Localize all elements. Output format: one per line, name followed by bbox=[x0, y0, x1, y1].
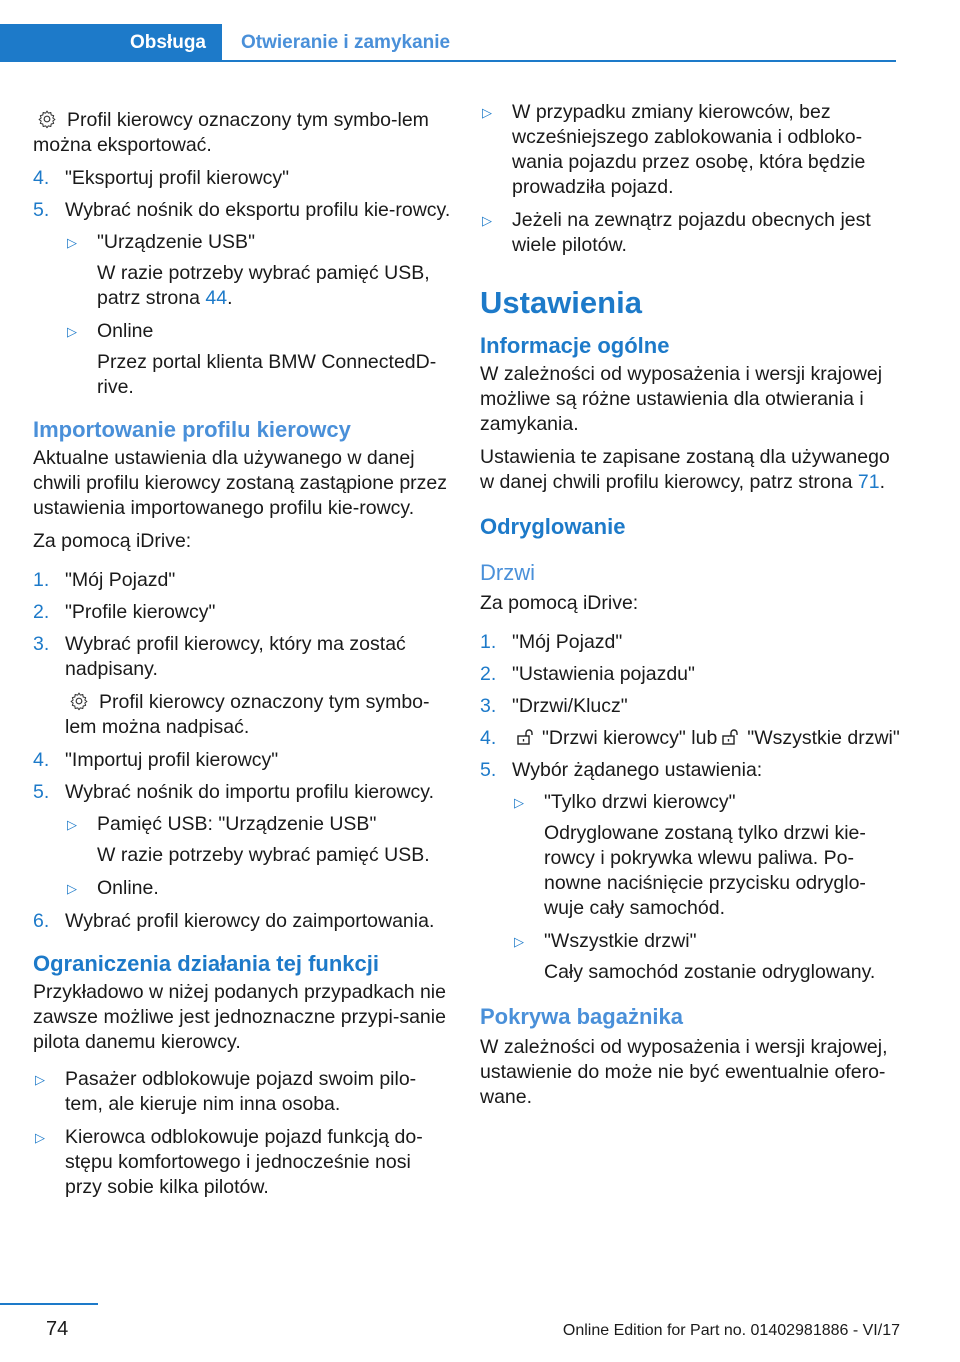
triangle-bullet-icon: ▷ bbox=[35, 1072, 45, 1087]
option-text-body: W razie potrzeby wybrać pamięć USB, patrz strona bbox=[97, 262, 430, 309]
step-text: Wybrać nośnik do importu profilu kierowcy. bbox=[65, 781, 435, 803]
step-number: 4. bbox=[33, 167, 50, 189]
list-item bbox=[480, 208, 900, 258]
unlocked-padlock-icon bbox=[721, 728, 741, 746]
idrive-label: Za pomocą iDrive: bbox=[480, 592, 639, 614]
unlock-heading: Odryglowanie bbox=[480, 514, 626, 539]
note-import-text: Profil kierowcy oznaczony tym symbo-lem można nadpisać. bbox=[65, 691, 430, 738]
chapter-title[interactable]: Otwieranie i zamykanie bbox=[241, 32, 451, 53]
limits-list bbox=[33, 1067, 453, 1200]
step-text: "Importuj profil kierowcy" bbox=[65, 749, 279, 771]
header-rule bbox=[222, 60, 896, 62]
step-number: 4. bbox=[33, 749, 50, 771]
triangle-bullet-icon: ▷ bbox=[482, 105, 492, 120]
edition-text: Online Edition for Part no. 01402981886 - VI/17 bbox=[562, 1322, 900, 1339]
triangle-bullet-icon: ▷ bbox=[514, 795, 524, 810]
option-text: Cały samochód zostanie odryglowany. bbox=[544, 961, 876, 983]
list-item bbox=[33, 600, 453, 625]
step-text bbox=[512, 726, 900, 751]
step-text: Wybór żądanego ustawienia: bbox=[512, 759, 763, 781]
triangle-bullet-icon: ▷ bbox=[67, 235, 77, 250]
note-export bbox=[33, 108, 453, 158]
step-number: 6. bbox=[33, 910, 50, 932]
gear-icon bbox=[67, 691, 91, 711]
step-number: 3. bbox=[33, 633, 50, 655]
option-title: "Urządzenie USB" bbox=[97, 231, 255, 253]
export-steps bbox=[33, 166, 453, 400]
doors-heading: Drzwi bbox=[480, 560, 535, 585]
step-text: Wybrać nośnik do eksportu profilu kie-rowcy. bbox=[65, 199, 451, 221]
limit-text: W przypadku zmiany kierowców, bez wcześniejszego zablokowania i odbloko-wania pojazdu przez osobę, która będzie prowadziła pojazd. bbox=[512, 101, 866, 198]
option-title: Pamięć USB: "Urządzenie USB" bbox=[97, 813, 377, 835]
list-item bbox=[33, 632, 453, 740]
step-number: 3. bbox=[480, 695, 497, 717]
step-number: 1. bbox=[480, 631, 497, 653]
list-item bbox=[33, 1067, 453, 1117]
list-item bbox=[480, 662, 900, 687]
option-driver-door: "Drzwi kierowcy" lub bbox=[542, 727, 718, 749]
section-tab[interactable]: Obsługa bbox=[0, 24, 222, 62]
step-number: 2. bbox=[33, 601, 50, 623]
general-heading: Informacje ogólne bbox=[480, 333, 670, 358]
step-text: "Profile kierowcy" bbox=[65, 601, 216, 623]
step-text: "Mój Pojazd" bbox=[512, 631, 623, 653]
right-column bbox=[480, 100, 900, 1118]
triangle-bullet-icon: ▷ bbox=[67, 881, 77, 896]
option-text: Odryglowane zostaną tylko drzwi kie-rowcy i pokrywka wlewu paliwa. Po-nowne naciśnięcie przycisku odryglo-wuje cały samochód. bbox=[544, 822, 866, 919]
list-item bbox=[33, 198, 453, 400]
step-text: "Ustawienia pojazdu" bbox=[512, 663, 695, 685]
export-medium-options bbox=[65, 230, 453, 400]
door-steps bbox=[480, 630, 900, 985]
page-number: 74 bbox=[46, 1318, 69, 1340]
limits-list-continued bbox=[480, 100, 900, 258]
option-text: W razie potrzeby wybrać pamięć USB. bbox=[97, 844, 430, 866]
triangle-bullet-icon: ▷ bbox=[514, 934, 524, 949]
import-heading: Importowanie profilu kierowcy bbox=[33, 417, 351, 442]
list-item bbox=[65, 230, 453, 311]
unlocked-padlock-icon bbox=[516, 728, 536, 746]
list-item bbox=[65, 319, 453, 400]
trunk-text: W zależności od wyposażenia i wersji krajowej, ustawienie do może nie być ewentualnie ofero-wane. bbox=[480, 1036, 888, 1108]
option-title: Online bbox=[97, 320, 154, 342]
triangle-bullet-icon: ▷ bbox=[67, 817, 77, 832]
triangle-bullet-icon: ▷ bbox=[35, 1130, 45, 1145]
import-medium-options bbox=[65, 812, 453, 901]
step-text: "Drzwi/Klucz" bbox=[512, 695, 628, 717]
footer-rule bbox=[0, 1303, 98, 1305]
limits-text: Przykładowo w niżej podanych przypadkach nie zawsze możliwe jest jednoznaczne przypi-sanie pilota danemu kierowcy. bbox=[33, 981, 446, 1053]
limits-heading: Ograniczenia działania tej funkcji bbox=[33, 951, 379, 976]
trunk-heading: Pokrywa bagażnika bbox=[480, 1004, 683, 1029]
list-item bbox=[480, 630, 900, 655]
step-text: Wybrać profil kierowcy do zaimportowania. bbox=[65, 910, 435, 932]
list-item bbox=[512, 929, 900, 985]
list-item bbox=[480, 100, 900, 200]
list-item bbox=[480, 726, 900, 751]
step-number: 5. bbox=[33, 199, 50, 221]
page-link-71[interactable]: 71 bbox=[857, 471, 880, 493]
list-item bbox=[33, 909, 453, 934]
option-text-end: . bbox=[227, 287, 233, 309]
idrive-label: Za pomocą iDrive: bbox=[33, 530, 192, 552]
list-item bbox=[480, 694, 900, 719]
option-text: Przez portal klienta BMW ConnectedD-rive. bbox=[97, 351, 437, 398]
option-title: Online. bbox=[97, 877, 159, 899]
import-steps bbox=[33, 568, 453, 934]
note-export-text: Profil kierowcy oznaczony tym symbo-lem można eksportować. bbox=[33, 109, 429, 156]
general-text: W zależności od wyposażenia i wersji krajowej możliwe są różne ustawienia dla otwierania i zamykania. bbox=[480, 363, 883, 435]
unlock-options bbox=[512, 790, 900, 985]
list-item bbox=[65, 812, 453, 868]
option-text bbox=[97, 261, 453, 311]
settings-heading: Ustawienia bbox=[480, 285, 642, 320]
triangle-bullet-icon: ▷ bbox=[67, 324, 77, 339]
saved-text-body: Ustawienia te zapisane zostaną dla używanego w danej chwili profilu kierowcy, patrz strona bbox=[480, 446, 890, 493]
step-text: Wybrać profil kierowcy, który ma zostać nadpisany. bbox=[65, 633, 406, 680]
step-number: 2. bbox=[480, 663, 497, 685]
page-link-44[interactable]: 44 bbox=[205, 287, 228, 309]
option-title: "Tylko drzwi kierowcy" bbox=[544, 791, 736, 813]
limit-text: Pasażer odblokowuje pojazd swoim pilo-tem, ale kieruje nim inna osoba. bbox=[65, 1068, 417, 1115]
list-item bbox=[33, 166, 453, 191]
list-item bbox=[33, 748, 453, 773]
triangle-bullet-icon: ▷ bbox=[482, 213, 492, 228]
saved-text bbox=[480, 445, 900, 495]
import-text: Aktualne ustawienia dla używanego w danej chwili profilu kierowcy zostaną zastąpione przez ustawienia importowanego profilu kie-rowcy. bbox=[33, 447, 448, 519]
list-item bbox=[65, 876, 453, 901]
list-item bbox=[33, 780, 453, 901]
note-import bbox=[65, 690, 453, 740]
option-title: "Wszystkie drzwi" bbox=[544, 930, 697, 952]
left-column bbox=[33, 100, 453, 1208]
list-item bbox=[33, 1125, 453, 1200]
step-number: 4. bbox=[480, 727, 497, 749]
step-text: "Eksportuj profil kierowcy" bbox=[65, 167, 290, 189]
step-number: 1. bbox=[33, 569, 50, 591]
step-text: "Mój Pojazd" bbox=[65, 569, 176, 591]
gear-icon bbox=[35, 109, 59, 129]
page-header bbox=[0, 24, 896, 62]
limit-text: Jeżeli na zewnątrz pojazdu obecnych jest wiele pilotów. bbox=[512, 209, 871, 256]
option-all-doors: "Wszystkie drzwi" bbox=[747, 727, 900, 749]
limit-text: Kierowca odblokowuje pojazd funkcją do-stępu komfortowego i jednocześnie nosi przy sobie kilka pilotów. bbox=[65, 1126, 423, 1198]
list-item bbox=[512, 790, 900, 921]
saved-text-end: . bbox=[879, 471, 885, 493]
step-number: 5. bbox=[480, 759, 497, 781]
step-number: 5. bbox=[33, 781, 50, 803]
list-item bbox=[480, 758, 900, 985]
list-item bbox=[33, 568, 453, 593]
